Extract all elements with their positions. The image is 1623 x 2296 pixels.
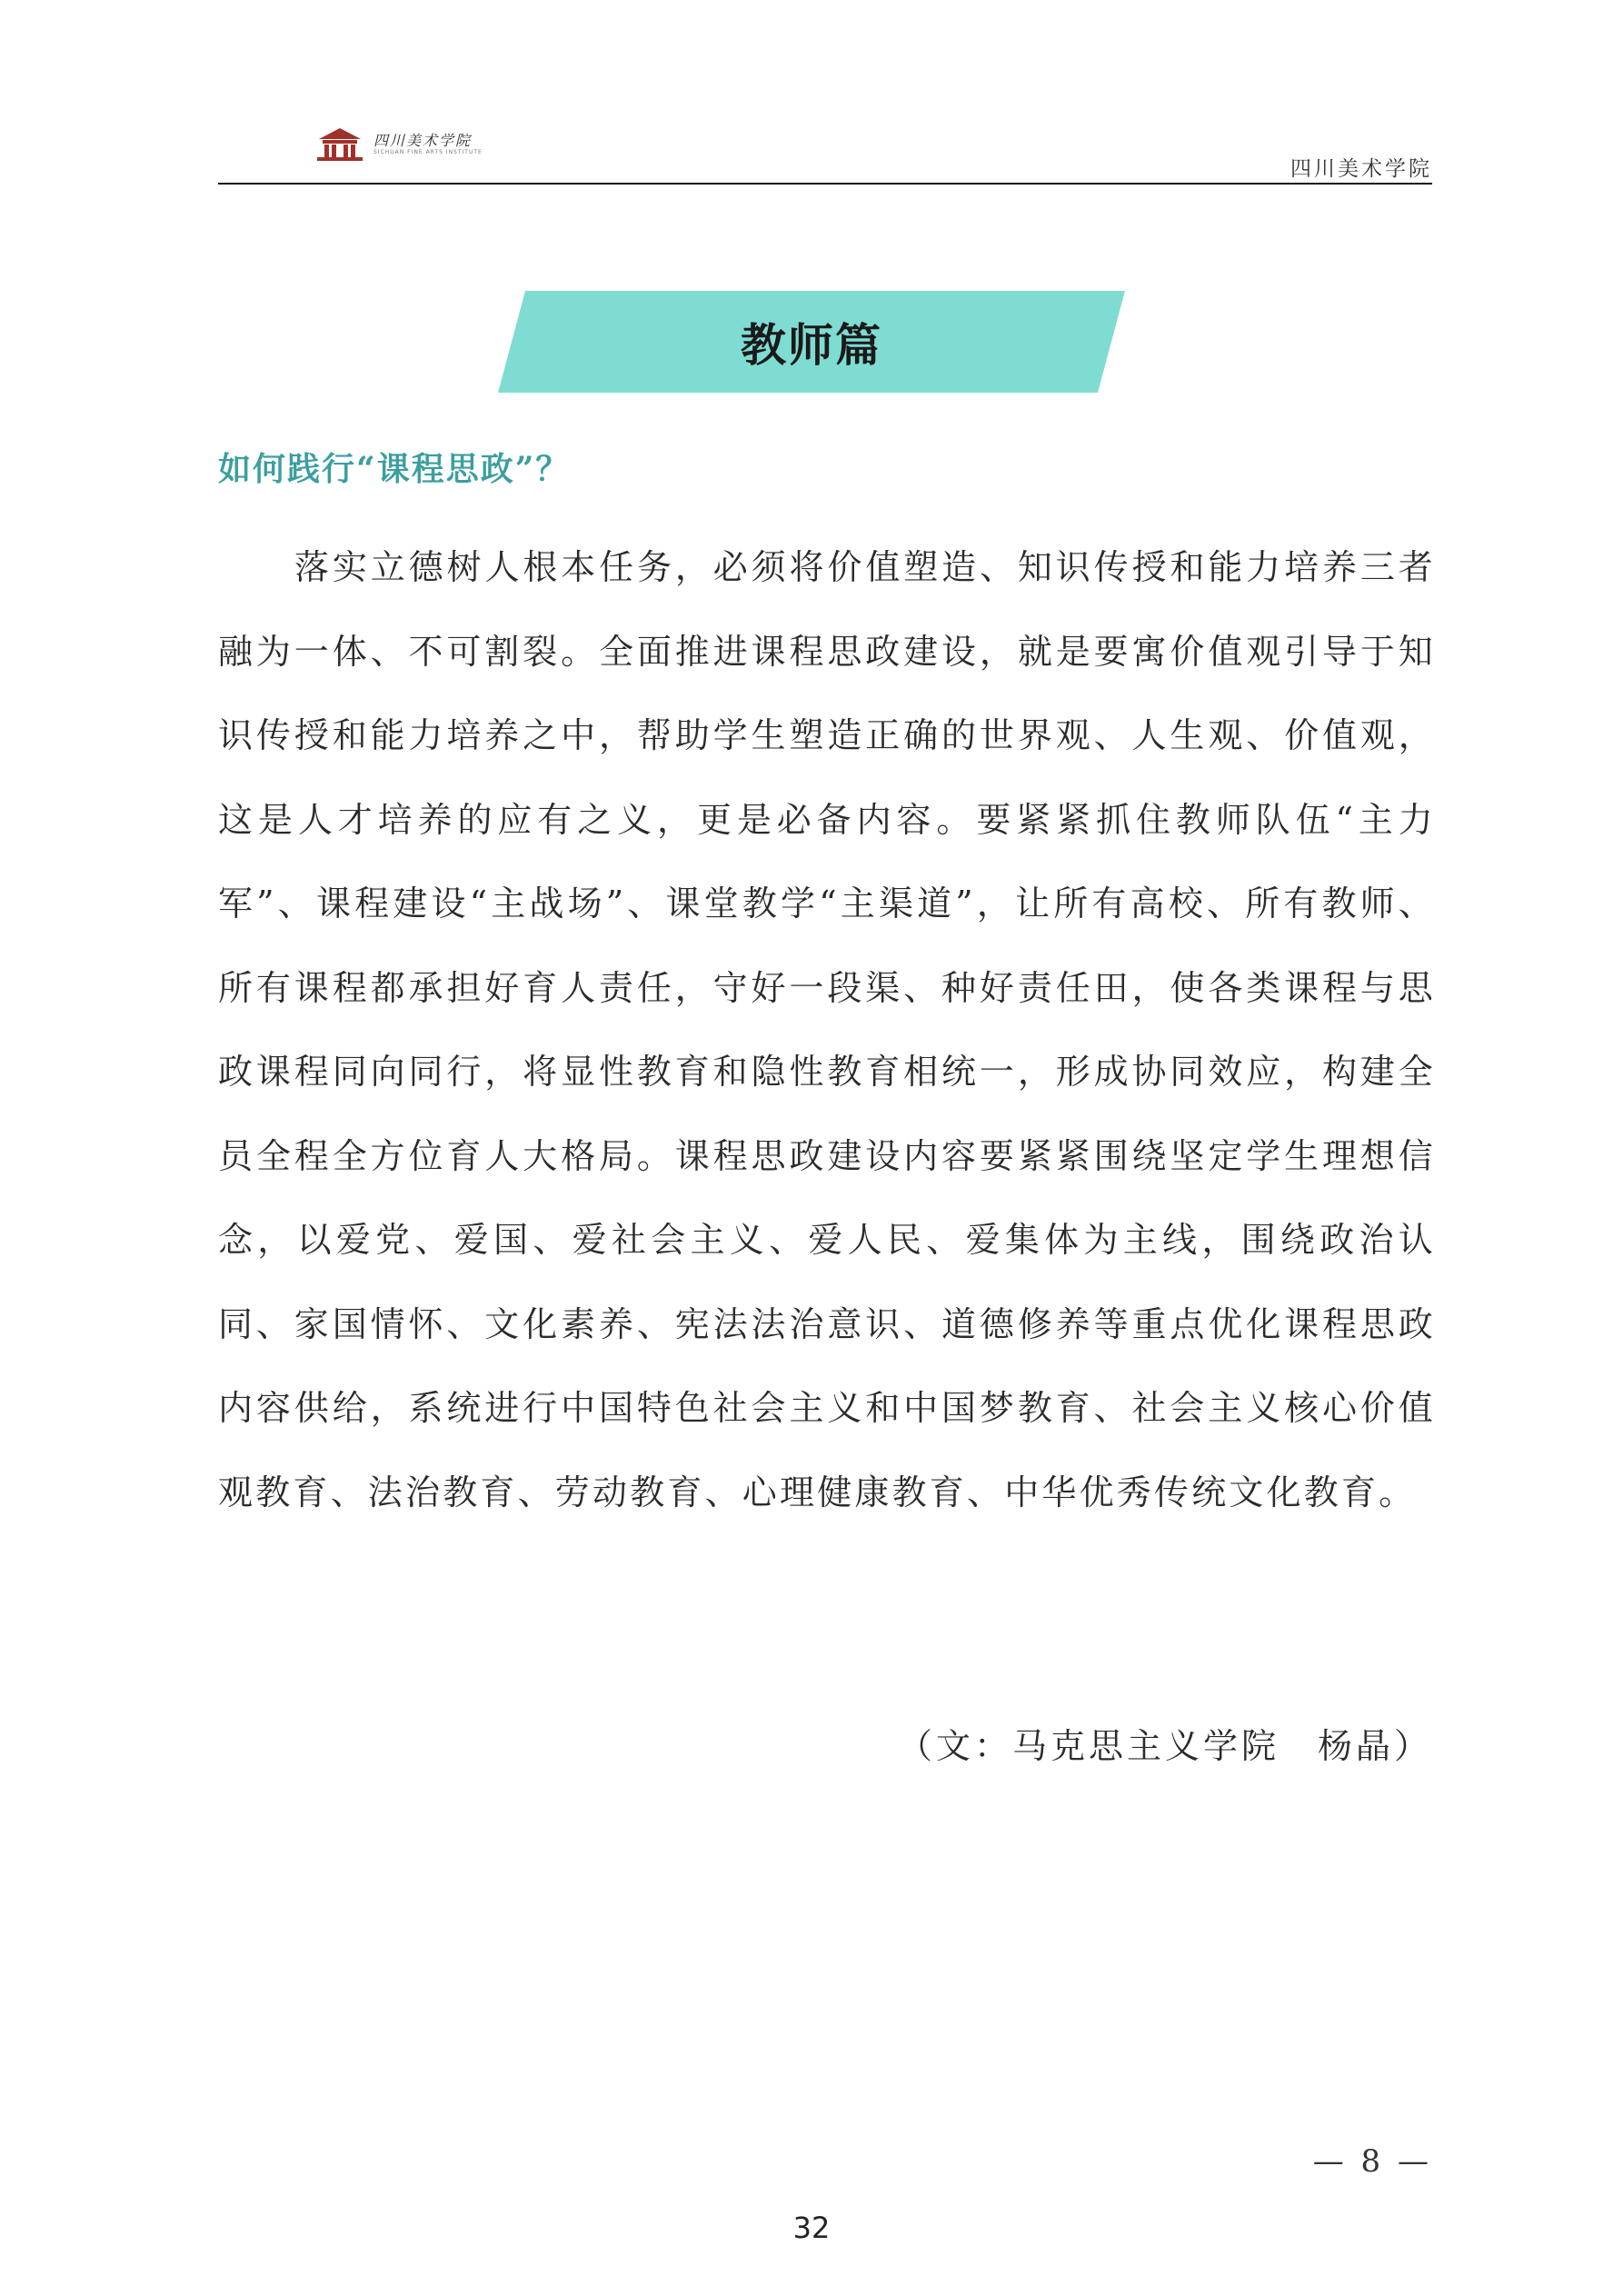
school-building-icon bbox=[314, 126, 366, 163]
school-logo bbox=[314, 126, 483, 163]
article-subheading: 如何践行“课程思政”？ bbox=[218, 450, 571, 488]
logo-text: 四川美术学院 bbox=[373, 132, 473, 149]
header-divider bbox=[218, 183, 1432, 185]
page-header bbox=[218, 114, 1432, 186]
section-title: 教师篇 bbox=[741, 319, 882, 372]
school-name: 四川美术学院 bbox=[1290, 157, 1432, 181]
logo-subtext: SICHUAN FINE ARTS INSTITUTE bbox=[373, 149, 483, 155]
section-banner bbox=[498, 291, 1125, 393]
article-body: 落实立德树人根本任务，必须将价值塑造、知识传授和能力培养三者融为一体、不可割裂。全面推进课程思政建设，就是要寓价值观引导于知识传授和能力培养之中，帮助学生塑造正确的世界观、人生观、价值观，这是人才培养的应有之义，更是必备内容。要紧紧抓住教师队伍“主力军”、课程建设“主战场”、课堂教学“主渠道”，让所有高校、所有教师、所有课程都承担好育人责任，守好一段渠、种好责任田，使各类课程与思政课程同向同行，将显性教育和隐性教育相统一，形成协同效应，构建全员全程全方位育人大格局。课程思政建设内容要紧紧围绕坚定学生理想信念，以爱党、爱国、爱社会主义、爱人民、爱集体为主线，围绕政治认同、家国情怀、文化素养、宪法法治意识、道德修养等重点优化课程思政内容供给，系统进行中国特色社会主义和中国梦教育、社会主义核心价值观教育、法治教育、劳动教育、心理健康教育、中华优秀传统文化教育。 bbox=[218, 547, 1436, 1512]
document-page-number: 32 bbox=[792, 2211, 831, 2245]
article-byline: （文：马克思主义学院 杨晶） bbox=[897, 1726, 1432, 1766]
page-number bbox=[1313, 2143, 1432, 2180]
page-number-text: — 8 — bbox=[1312, 2143, 1432, 2180]
